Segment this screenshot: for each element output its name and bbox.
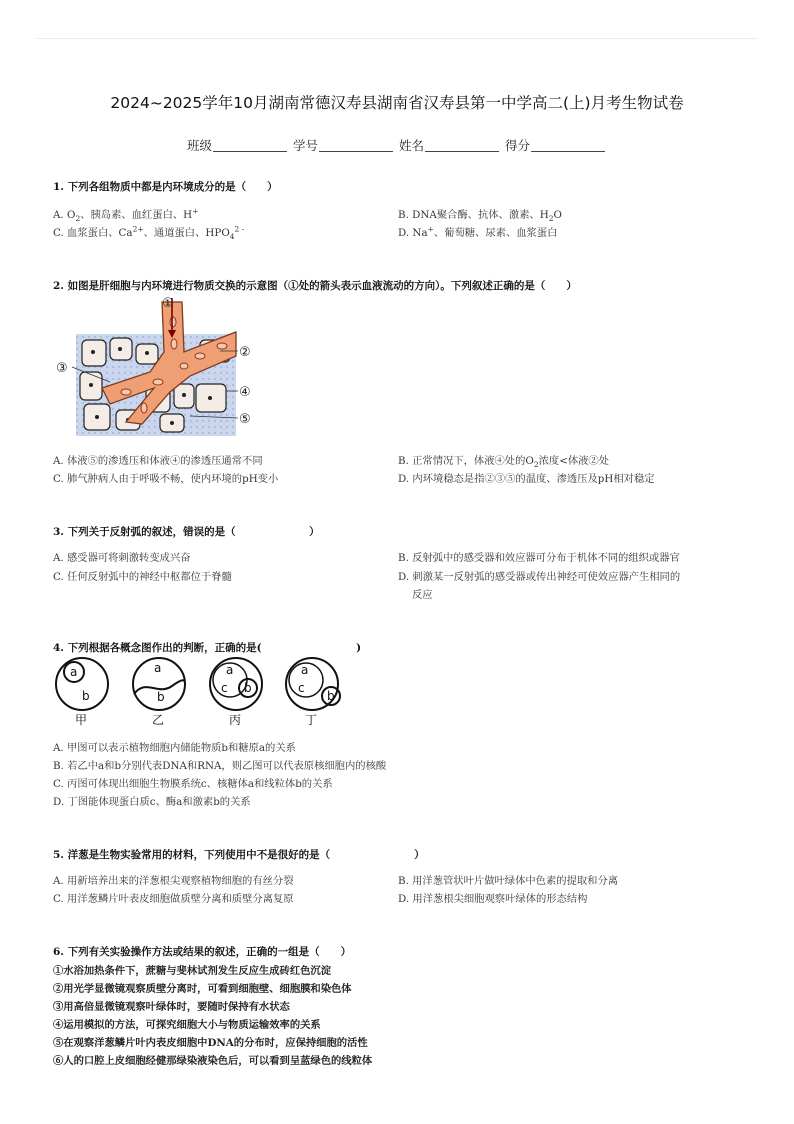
q3-option-c: C. 任何反射弧中的神经中枢都位于脊髓 — [53, 571, 232, 583]
svg-text:b: b — [327, 689, 335, 703]
question-3-stem: 3. 下列关于反射弧的叙述，错误的是（ ） — [53, 526, 320, 538]
label-3: ③ — [56, 361, 68, 376]
svg-text:b: b — [157, 690, 165, 704]
q1-option-a: A. $O_2$、胰岛素、血红蛋白、H+ — [53, 206, 199, 224]
label-2: ② — [239, 345, 251, 360]
q5-option-a: A. 用新培养出来的洋葱根尖观察植物细胞的有丝分裂 — [53, 875, 294, 887]
q6-statement-4: ④运用模拟的方法，可探究细胞大小与物质运输效率的关系 — [53, 1019, 321, 1031]
q2-option-c: C. 肺气肿病人由于呼吸不畅，使内环境的pH变小 — [53, 473, 279, 485]
q3-option-b: B. 反射弧中的感受器和效应器可分布于机体不同的组织或器官 — [398, 552, 680, 564]
q4-option-a: A. 甲图可以表示植物细胞内储能物质b和糖原a的关系 — [53, 742, 296, 754]
score-label: 得分 — [504, 138, 530, 153]
q5-option-d: D. 用洋葱根尖细胞观察叶绿体的形态结构 — [398, 893, 588, 905]
id-blank[interactable] — [319, 139, 393, 152]
q4-option-c: C. 丙图可体现出细胞生物膜系统c、核糖体a和线粒体b的关系 — [53, 778, 333, 790]
q2-option-b: B. 正常情况下，体液④处的$O_2$浓度<体液②处 — [398, 455, 610, 470]
student-info-row — [0, 136, 794, 154]
diagram-yi-label: 乙 — [152, 713, 165, 727]
svg-text:b: b — [244, 681, 252, 695]
diagram-jia-label: 甲 — [75, 713, 88, 727]
q5-option-b: B. 用洋葱管状叶片做叶绿体中色素的提取和分离 — [398, 875, 619, 887]
q6-statement-5: ⑤在观察洋葱鳞片叶内表皮细胞中DNA的分布时，应保持细胞的活性 — [53, 1037, 368, 1049]
liver-cell-diagram — [50, 292, 280, 442]
diagram-ding-label: 丁 — [305, 713, 318, 727]
q4-option-d: D. 丁图能体现蛋白质c、酶a和激素b的关系 — [53, 796, 251, 808]
q2-option-d: D. 内环境稳态是指②③⑤的温度、渗透压及pH相对稳定 — [398, 473, 655, 485]
question-6-stem: 6. 下列有关实验操作方法或结果的叙述，正确的一组是（ ） — [53, 946, 352, 958]
id-label: 学号 — [292, 138, 318, 153]
q1-option-c: C. 血浆蛋白、$Ca^{2+}$、通道蛋白、$HPO_4^{2 -}$ — [53, 224, 245, 242]
diagram-bing-label: 丙 — [229, 713, 242, 727]
header-divider — [36, 38, 758, 39]
name-blank[interactable] — [425, 139, 499, 152]
q6-statement-3: ③用高倍显微镜观察叶绿体时，要随时保持有水状态 — [53, 1001, 290, 1013]
question-2-stem: 2. 如图是肝细胞与内环境进行物质交换的示意图（①处的箭头表示血液流动的方向）。下列叙述正确的是（ ） — [53, 280, 577, 292]
question-5-stem: 5. 洋葱是生物实验常用的材料，下列使用中不是很好的是（ ） — [53, 849, 425, 861]
label-5: ⑤ — [239, 412, 251, 427]
q1-option-d: D. Na+、葡萄糖、尿素、血浆蛋白 — [398, 224, 558, 239]
q4-option-b: B. 若乙中a和b分别代表DNA和RNA，则乙图可以代表原核细胞内的核酸 — [53, 760, 387, 772]
q6-statement-2: ②用光学显微镜观察质壁分离时，可看到细胞壁、细胞膜和染色体 — [53, 983, 352, 995]
svg-text:a: a — [301, 663, 309, 677]
q5-option-c: C. 用洋葱鳞片叶表皮细胞做质壁分离和质壁分离复原 — [53, 893, 294, 905]
q3-option-d: D. 刺激某一反射弧的感受器或传出神经可使效应器产生相同的 — [398, 571, 681, 583]
q6-statement-6: ⑥人的口腔上皮细胞经健那绿染液染色后，可以看到呈蓝绿色的线粒体 — [53, 1055, 373, 1067]
q6-statement-1: ①水浴加热条件下，蔗糖与斐林试剂发生反应生成砖红色沉淀 — [53, 965, 332, 977]
question-4-stem: 4. 下列根据各概念图作出的判断，正确的是( ) — [53, 642, 362, 654]
q3-option-d-cont: 反应 — [412, 589, 433, 601]
concept-diagrams — [50, 656, 360, 728]
svg-text:a: a — [70, 665, 78, 679]
page-title: 2024~2025学年10月湖南常德汉寿县湖南省汉寿县第一中学高二(上)月考生物试卷 — [110, 94, 684, 112]
score-blank[interactable] — [531, 139, 605, 152]
label-1: ① — [162, 296, 174, 311]
svg-text:c: c — [221, 681, 228, 695]
svg-text:b: b — [82, 689, 90, 703]
class-blank[interactable] — [213, 139, 287, 152]
svg-text:c: c — [298, 681, 305, 695]
q1-option-b: B. DNA聚合酶、抗体、激素、$H_2O$ — [398, 209, 562, 224]
svg-text:a: a — [226, 663, 234, 677]
label-4: ④ — [239, 385, 251, 400]
class-label: 班级 — [186, 138, 212, 153]
svg-text:a: a — [154, 661, 162, 675]
q2-option-a: A. 体液⑤的渗透压和体液④的渗透压通常不同 — [53, 455, 263, 467]
question-1-stem: 1. 下列各组物质中都是内环境成分的是（ ） — [53, 181, 278, 193]
q3-option-a: A. 感受器可将刺激转变成兴奋 — [53, 552, 191, 564]
name-label: 姓名 — [398, 138, 424, 153]
